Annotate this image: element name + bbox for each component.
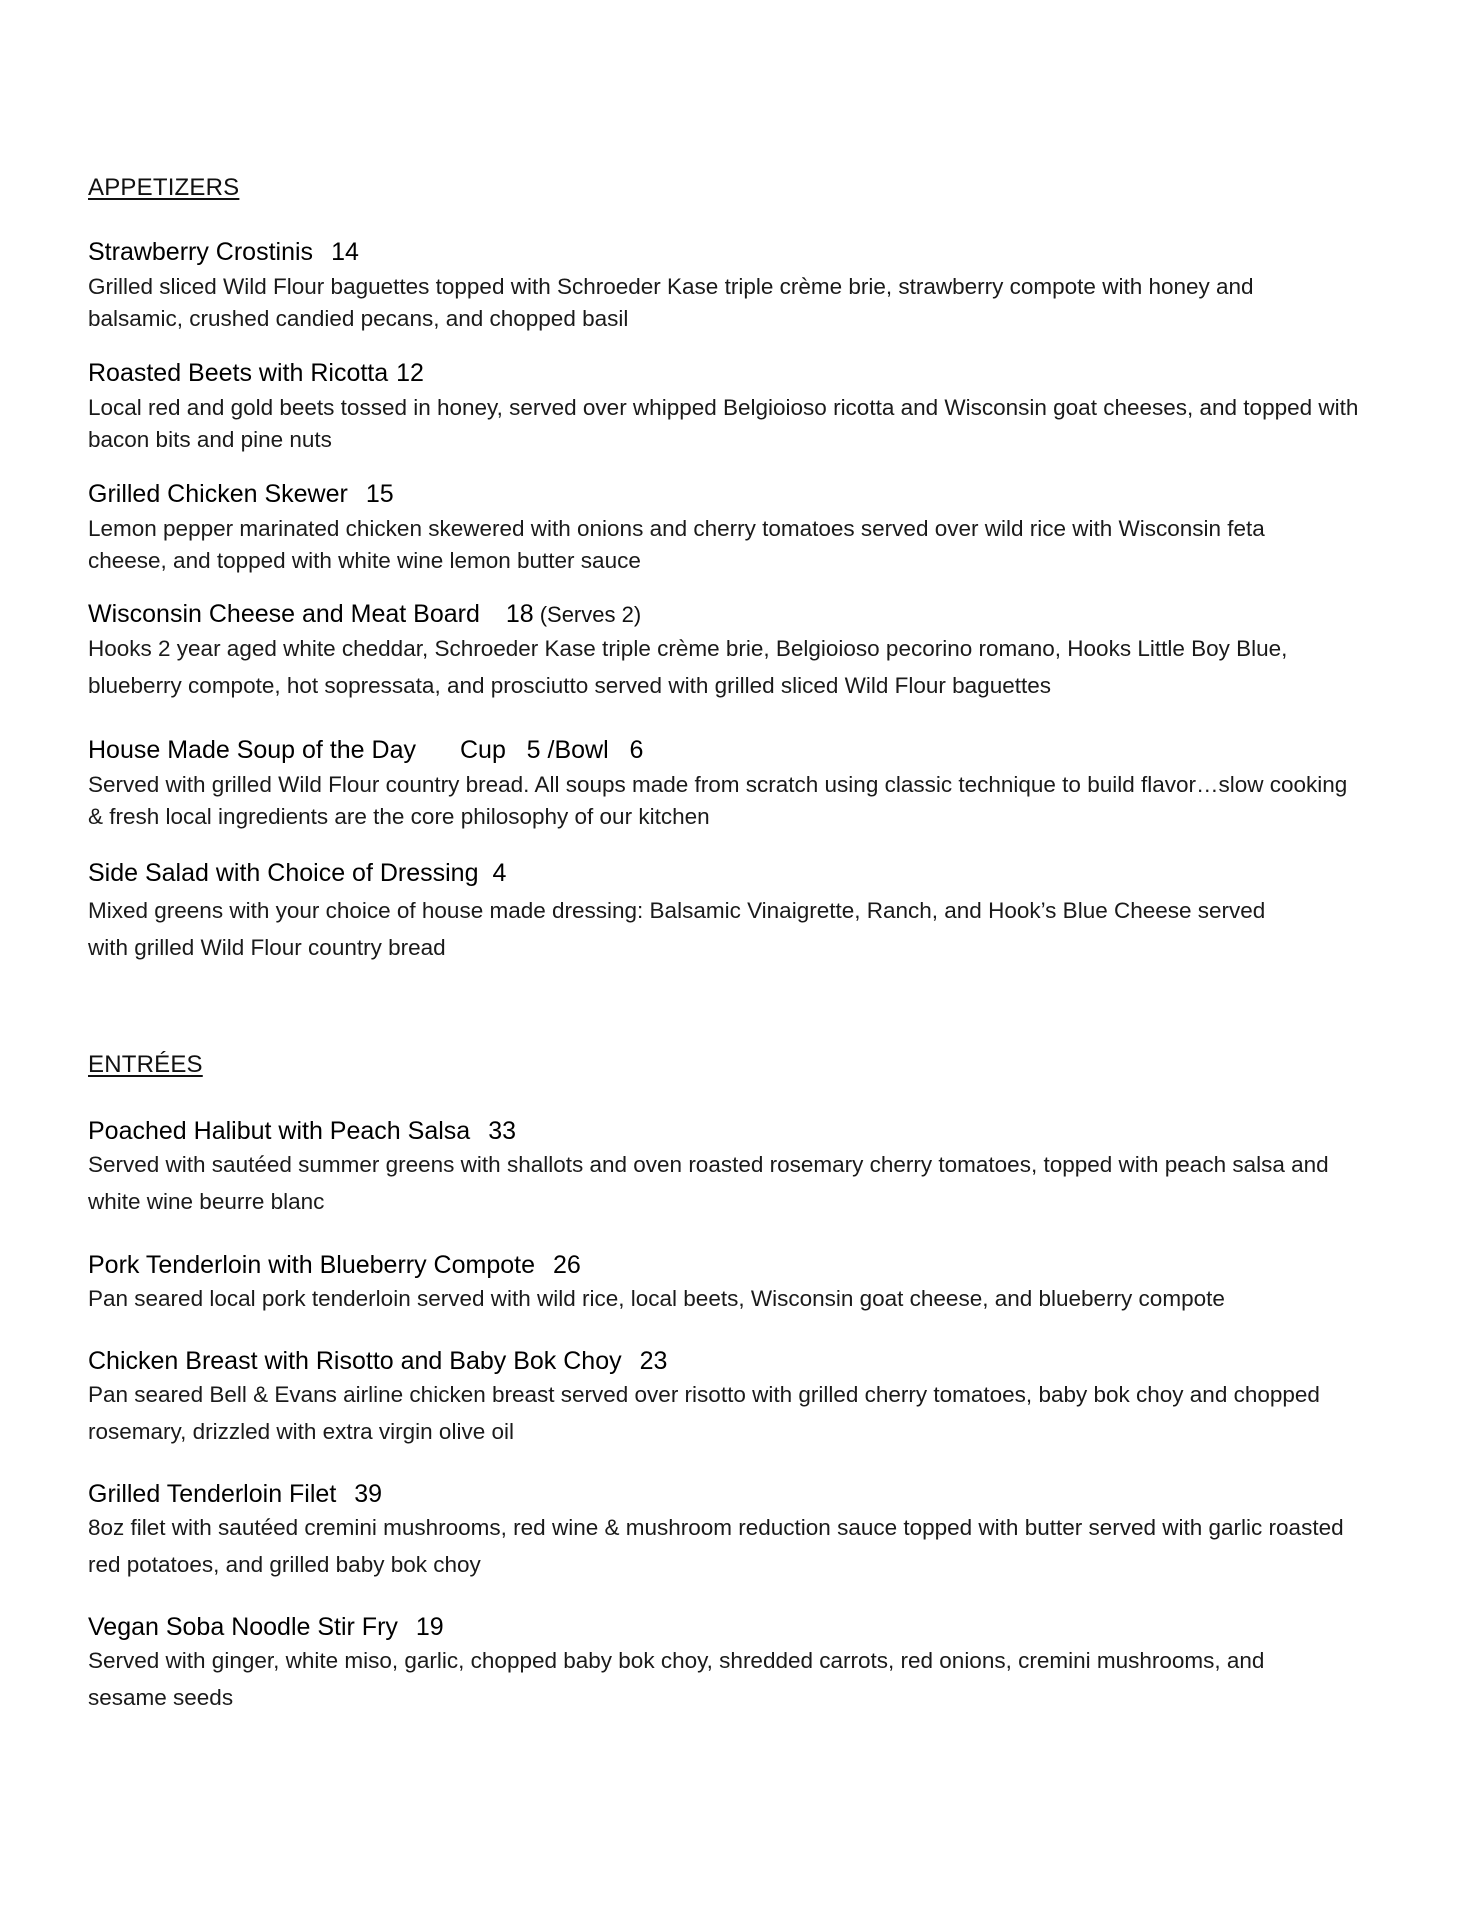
item-price: 39 bbox=[354, 1480, 383, 1508]
item-description: Pan seared local pork tenderloin served with wild rice, local beets, Wisconsin goat cheese, and blueberry compote bbox=[88, 1286, 1225, 1311]
menu-item-roasted-beets bbox=[88, 358, 1408, 456]
item-name: Vegan Soba Noodle Stir Fry bbox=[88, 1613, 398, 1641]
item-name: Pork Tenderloin with Blueberry Compote bbox=[88, 1251, 535, 1279]
menu-item-vegan-soba-stir-fry bbox=[88, 1612, 1408, 1716]
item-description: Served with ginger, white miso, garlic, chopped baby bok choy, shredded carrots, red onions, cremini mushrooms, and sesame seeds bbox=[88, 1648, 1265, 1710]
item-description: Served with grilled Wild Flour country bread. All soups made from scratch using classic technique to build flavor…slow cooking & fresh local ingredients are the core philosophy of our kitchen bbox=[88, 772, 1348, 829]
item-description: Grilled sliced Wild Flour baguettes topped with Schroeder Kase triple crème brie, strawberry compote with honey and balsamic, crushed candied pecans, and chopped basil bbox=[88, 274, 1254, 331]
item-title bbox=[88, 358, 1408, 388]
item-price: 19 bbox=[415, 1613, 444, 1641]
item-title bbox=[88, 479, 1408, 509]
item-name: Wisconsin Cheese and Meat Board bbox=[88, 600, 480, 628]
item-name: House Made Soup of the Day bbox=[88, 736, 416, 764]
item-title bbox=[88, 1116, 1408, 1146]
menu-item-cheese-and-meat-board bbox=[88, 599, 1408, 704]
item-serving-note: (Serves 2) bbox=[539, 602, 642, 627]
item-price: 4 bbox=[492, 859, 507, 887]
menu-item-poached-halibut bbox=[88, 1116, 1408, 1220]
item-price: Cup 5 /Bowl 6 bbox=[459, 736, 644, 764]
item-title bbox=[88, 1612, 1408, 1642]
item-price: 26 bbox=[553, 1251, 581, 1279]
item-description: 8oz filet with sautéed cremini mushrooms, red wine & mushroom reduction sauce topped with butter served with garlic roasted red potatoes, and grilled baby bok choy bbox=[88, 1515, 1344, 1577]
item-price: 15 bbox=[365, 480, 394, 508]
item-price: 33 bbox=[488, 1117, 516, 1145]
item-price: 14 bbox=[331, 238, 359, 266]
item-description: Hooks 2 year aged white cheddar, Schroeder Kase triple crème brie, Belgioioso pecorino romano, Hooks Little Boy Blue, blueberry compote, hot sopressata, and prosciutto served with grilled sliced Wild Flour baguettes bbox=[88, 636, 1288, 698]
item-title bbox=[88, 1346, 1408, 1376]
item-name: Roasted Beets with Ricotta bbox=[88, 359, 389, 387]
item-name: Grilled Chicken Skewer bbox=[88, 480, 348, 508]
appetizers-heading: APPETIZERS bbox=[88, 174, 240, 201]
menu-item-chicken-breast-risotto bbox=[88, 1346, 1408, 1450]
menu-item-soup-of-the-day bbox=[88, 735, 1408, 833]
item-title bbox=[88, 599, 1408, 630]
item-title bbox=[88, 858, 1408, 888]
item-title bbox=[88, 1250, 1408, 1280]
menu-item-grilled-chicken-skewer bbox=[88, 479, 1408, 577]
menu-item-side-salad bbox=[88, 858, 1408, 966]
item-title bbox=[88, 735, 1408, 765]
item-name: Poached Halibut with Peach Salsa bbox=[88, 1117, 471, 1145]
item-name: Grilled Tenderloin Filet bbox=[88, 1480, 337, 1508]
item-description: Mixed greens with your choice of house made dressing: Balsamic Vinaigrette, Ranch, and Hook’s Blue Cheese served with grilled Wild Flour country bread bbox=[88, 898, 1266, 960]
item-title bbox=[88, 237, 1408, 267]
entrees-heading: ENTRÉES bbox=[88, 1051, 203, 1078]
item-name: Chicken Breast with Risotto and Baby Bok Choy bbox=[88, 1347, 622, 1375]
menu-item-pork-tenderloin bbox=[88, 1250, 1408, 1317]
item-name: Strawberry Crostinis bbox=[88, 238, 314, 266]
item-description: Lemon pepper marinated chicken skewered with onions and cherry tomatoes served over wild rice with Wisconsin feta cheese, and topped with white wine lemon butter sauce bbox=[88, 516, 1265, 573]
item-title bbox=[88, 1479, 1408, 1509]
menu-item-strawberry-crostinis bbox=[88, 237, 1408, 335]
item-name: Side Salad with Choice of Dressing bbox=[88, 859, 479, 887]
item-description: Pan seared Bell & Evans airline chicken breast served over risotto with grilled cherry tomatoes, baby bok choy and chopped rosemary, drizzled with extra virgin olive oil bbox=[88, 1382, 1320, 1444]
item-price: 12 bbox=[396, 359, 424, 387]
item-description: Local red and gold beets tossed in honey, served over whipped Belgioioso ricotta and Wisconsin goat cheeses, and topped with bacon bits and pine nuts bbox=[88, 395, 1359, 452]
menu-page bbox=[88, 0, 1408, 1920]
item-price: 18 bbox=[505, 600, 534, 628]
item-description: Served with sautéed summer greens with shallots and oven roasted rosemary cherry tomatoes, topped with peach salsa and white wine beurre blanc bbox=[88, 1152, 1329, 1214]
item-price: 23 bbox=[639, 1347, 668, 1375]
menu-item-grilled-tenderloin-filet bbox=[88, 1479, 1408, 1583]
